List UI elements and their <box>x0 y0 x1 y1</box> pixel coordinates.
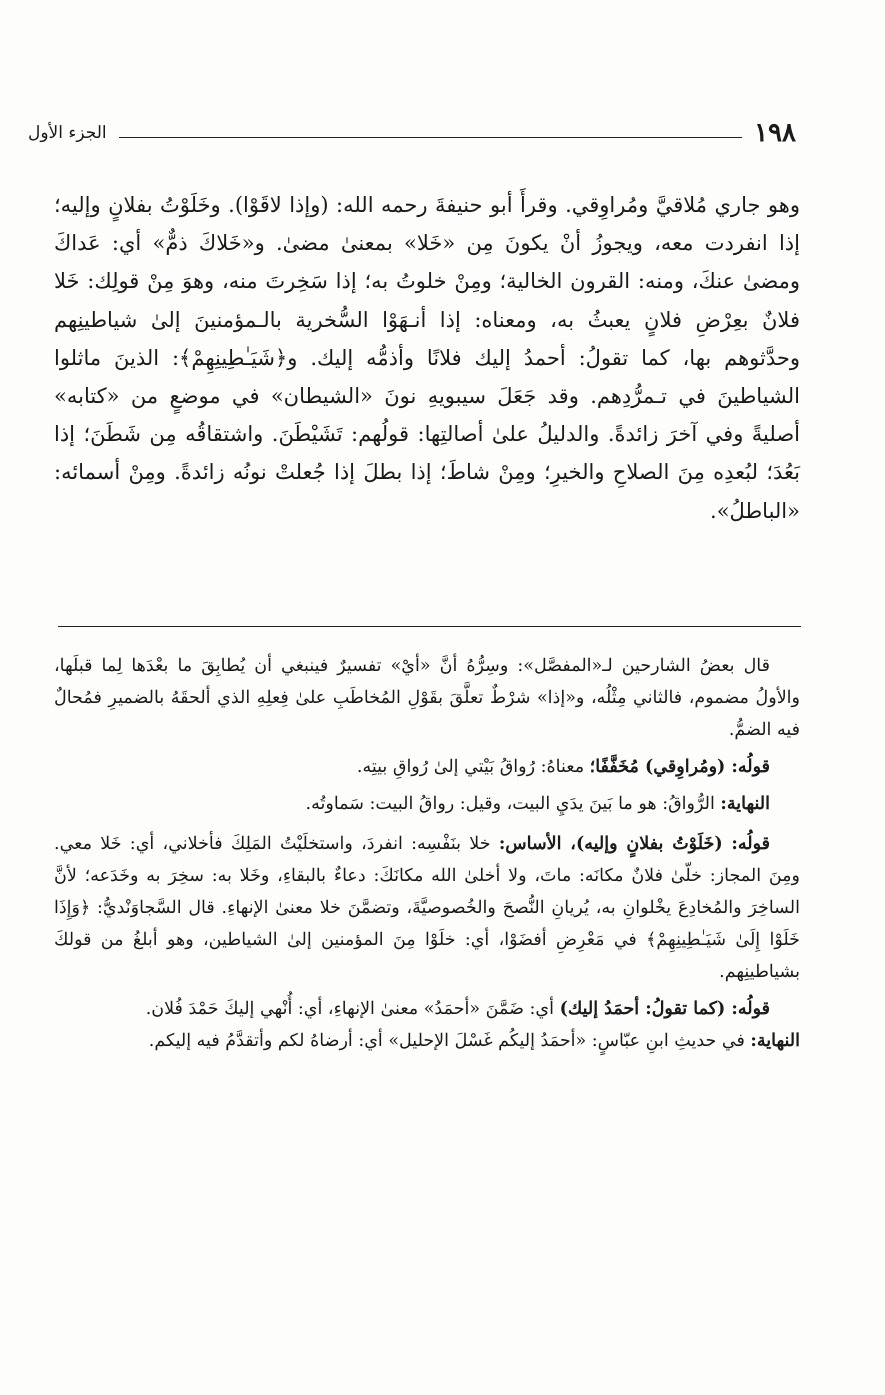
commentary-lead: النهاية: <box>750 1031 800 1051</box>
commentary-paragraph <box>54 751 800 783</box>
commentary-paragraph <box>54 650 800 746</box>
commentary-paragraph <box>54 993 800 1025</box>
commentary-paragraph <box>54 1025 800 1057</box>
commentary-text: الرُّواقُ: هو ما بَينَ يدَيِ البيت، وقيل: رواقُ البيت: سَماوتُه. <box>305 794 721 814</box>
volume-title: الجزء الأول <box>28 123 107 143</box>
commentary-block <box>54 650 800 1057</box>
commentary-lead: قولُه: (خَلَوْتُ بفلانٍ وإليه)، الأساس: <box>498 834 770 854</box>
page-header <box>28 113 796 153</box>
commentary-text: معناهُ: رُواقُ بَيْتي إلىٰ رُواقِ بيتِه. <box>356 757 590 777</box>
commentary-paragraph <box>54 788 800 820</box>
commentary-text: أي: ضَمَّنَ «أحمَدُ» معنىٰ الإنهاءِ، أي: أُنْهي إليكَ حَمْدَ فُلان. <box>145 999 560 1019</box>
commentary-lead: قولُه: (ومُراوِقي) مُخَفَّفًا؛ <box>589 757 770 777</box>
commentary-text: في حديثِ ابنِ عبّاسٍ: «أحمَدُ إليكُم غَسْلَ الإحليل» أي: أرضاهُ لكم وأتقدَّمُ فيه إليكم. <box>148 1031 751 1051</box>
commentary-paragraph <box>54 828 800 988</box>
page-number: ١٩٨ <box>754 118 796 148</box>
commentary-text: قال بعضُ الشارحين لـ«المفصَّل»: وسِرُّهُ أنَّ «أيْ» تفسيرٌ فينبغي أن يُطابِقَ ما بعْدَها لِما قبلَها، والأولُ مضموم، فالثاني مِثْلُه، و«إذا» شرْطٌ تعلَّقَ بقَوْلِ المُخاطَبِ علىٰ فِعلِهِ الذي ألحقَهُ بالضميرِ فمُحالٌ فيه الضمُّ. <box>54 656 800 740</box>
footnote-divider <box>58 626 801 627</box>
commentary-lead: النهاية: <box>720 794 770 814</box>
main-paragraph: وهو جاري مُلاقيَّ ومُراوِقي. وقرأَ أبو حنيفةَ رحمه الله: (وإذا لاقَوْا). وخَلَوْتُ بفلانٍ وإليه؛ إذا انفردت معه، ويجوزُ أنْ يكونَ مِن «خَلا» بمعنىٰ مضىٰ. و«خَلاكَ ذمٌّ» أي: عَداكَ ومضىٰ عنكَ، ومنه: القرون الخالية؛ ومِنْ خلوتُ به؛ إذا سَخِرتَ منه، وهوَ مِنْ قولِك: خَلا فلانٌ بعِرْضِ فلانٍ يعبثُ به، ومعناه: إذا أنـهَوْا السُّخرية بالـمؤمنينَ إلىٰ شياطينِهم وحدَّثوهم بها، كما تقولُ: أحمدُ إليك فلانًا وأذمُّه إليك. و﴿شَيَـٰطِينِهِمْ﴾: الذينَ ماثلوا الشياطينَ في تـمرُّدِهم. وقد جَعَلَ سيبويهِ نونَ «الشيطان» في موضعٍ من «كتابه» أصليةً وفي آخرَ زائدةً. والدليلُ علىٰ أصالتِها: قولُهم: تَشَيْطَنَ. واشتقاقُه مِن شَطَنَ؛ إذا بَعُدَ؛ لبُعدِه مِنَ الصلاحِ والخيرِ؛ ومِنْ شاطَ؛ إذا بطلَ إذا جُعلتْ نونُه زائدةً. ومِنْ أسمائه: «الباطلُ». <box>54 193 800 523</box>
main-text-block <box>54 186 800 530</box>
header-rule <box>119 137 742 138</box>
commentary-text: خلا بنَفْسِه: انفردَ، واستخلَيْتُ المَلِكَ فأخلاني، أي: خَلا معي. ومِنَ المجاز: خلّىٰ فلانٌ مكانَه: ماتَ، ولا أخلىٰ الله مكانَكَ: دعاءٌ بالبقاءِ، وخَلا به: سخِرَ به وخَدَعه؛ لأنَّ الساخِرَ والمُخادِعَ يخْلوانِ به، يُريانِ النُّصحَ والخُصوصيَّةَ، وتضمَّنَ خلا معنىٰ الإنهاءِ. قال السَّجاوَنْديُّ: ﴿وَإِذَا خَلَوْا إِلَىٰ شَيَـٰطِينِهِمْ﴾ في مَعْرِضِ أفضَوْا، أي: خلَوْا مِنَ المؤمنين إلىٰ الشياطين، وهو أبلغُ من قولكَ بشياطينِهم. <box>54 834 800 982</box>
commentary-lead: قولُه: (كما تقولُ: أحمَدُ إليك) <box>559 999 770 1019</box>
